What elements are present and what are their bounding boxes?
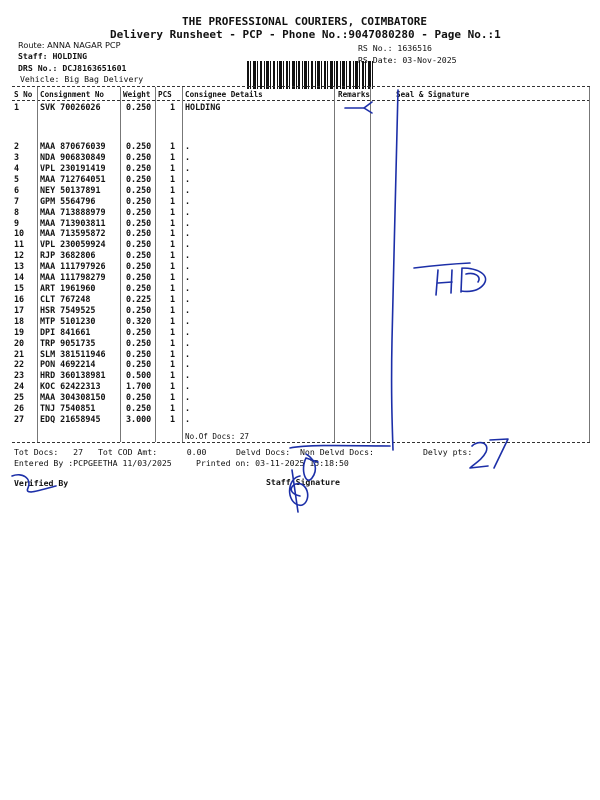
row-sno: 7	[14, 196, 20, 206]
row-pcs: 1	[170, 370, 176, 380]
row-pcs: 1	[170, 392, 176, 402]
row-sno: 4	[14, 163, 20, 173]
row-consignee-details: .	[185, 207, 191, 217]
row-consignment-no: MAA 870676039	[40, 141, 106, 151]
row-weight: 0.250	[126, 141, 152, 151]
tot-docs: Tot Docs: 27	[14, 447, 84, 457]
row-sno: 10	[14, 228, 25, 238]
row-sno: 27	[14, 414, 25, 424]
row-sno: 5	[14, 174, 20, 184]
row-pcs: 1	[170, 141, 176, 151]
row-consignee-details: .	[185, 228, 191, 238]
entered-by: Entered By :PCPGEETHA 11/03/2025	[14, 458, 172, 468]
row-consignee-details: .	[185, 370, 191, 380]
row-consignment-no: PON 4692214	[40, 359, 96, 369]
row-pcs: 1	[170, 218, 176, 228]
row-sno: 13	[14, 261, 25, 271]
drs-number: DRS No.: DCJ8163651601	[18, 63, 127, 73]
row-sno: 23	[14, 370, 25, 380]
row-sno: 14	[14, 272, 25, 282]
row-consignee-details: HOLDING	[185, 102, 221, 112]
row-consignment-no: MAA 713595872	[40, 228, 106, 238]
row-weight: 1.700	[126, 381, 152, 391]
row-pcs: 1	[170, 152, 176, 162]
tot-cod-amt: Tot COD Amt: 0.00	[98, 447, 207, 457]
row-consignee-details: .	[185, 152, 191, 162]
row-consignee-details: .	[185, 218, 191, 228]
ink-arrow-mark	[364, 102, 372, 113]
row-consignee-details: .	[185, 338, 191, 348]
ink-vertical-line	[392, 90, 398, 450]
row-pcs: 1	[170, 261, 176, 271]
ink-underline	[290, 446, 390, 449]
row-pcs: 1	[170, 196, 176, 206]
row-sno: 11	[14, 239, 25, 249]
row-sno: 20	[14, 338, 25, 348]
row-weight: 0.250	[126, 152, 152, 162]
row-sno: 2	[14, 141, 20, 151]
row-consignee-details: .	[185, 250, 191, 260]
route-label: Route: ANNA NAGAR PCP	[18, 40, 121, 50]
row-consignment-no: MAA 713888979	[40, 207, 106, 217]
row-weight: 0.250	[126, 102, 152, 112]
ink-staff-signature	[290, 476, 308, 505]
row-pcs: 1	[170, 174, 176, 184]
row-sno: 24	[14, 381, 25, 391]
row-weight: 0.250	[126, 272, 152, 282]
row-pcs: 1	[170, 327, 176, 337]
row-consignment-no: MAA 713903811	[40, 218, 106, 228]
row-sno: 9	[14, 218, 20, 228]
row-consignment-no: HSR 7549525	[40, 305, 96, 315]
row-sno: 19	[14, 327, 25, 337]
col-remarks: Remarks	[338, 90, 371, 99]
row-weight: 0.250	[126, 250, 152, 260]
row-weight: 0.250	[126, 163, 152, 173]
row-pcs: 1	[170, 102, 176, 112]
row-consignment-no: TNJ 7540851	[40, 403, 96, 413]
row-consignment-no: SVK 70026026	[40, 102, 101, 112]
delvd-docs: Delvd Docs:	[236, 447, 291, 457]
row-sno: 22	[14, 359, 25, 369]
row-pcs: 1	[170, 403, 176, 413]
row-weight: 0.250	[126, 218, 152, 228]
non-delvd-docs: Non Delvd Docs:	[300, 447, 374, 457]
col-pcs: PCS	[158, 90, 172, 99]
row-pcs: 1	[170, 228, 176, 238]
printed-on: Printed on: 03-11-2025 15:18:50	[196, 458, 349, 468]
row-consignment-no: GPM 5564796	[40, 196, 96, 206]
row-pcs: 1	[170, 294, 176, 304]
row-consignment-no: HRD 360138981	[40, 370, 106, 380]
row-consignee-details: .	[185, 196, 191, 206]
rs-date: RS Date: 03-Nov-2025	[358, 55, 457, 65]
runsheet-title: Delivery Runsheet - PCP - Phone No.:9047080280 - Page No.:1	[110, 28, 501, 41]
row-consignment-no: MTP 5101230	[40, 316, 96, 326]
row-weight: 0.250	[126, 338, 152, 348]
delvy-pts: Delvy pts:	[423, 447, 473, 457]
row-consignee-details: .	[185, 272, 191, 282]
row-pcs: 1	[170, 359, 176, 369]
row-consignment-no: NDA 906830849	[40, 152, 106, 162]
row-pcs: 1	[170, 338, 176, 348]
row-pcs: 1	[170, 185, 176, 195]
row-sno: 16	[14, 294, 25, 304]
row-weight: 0.250	[126, 305, 152, 315]
row-pcs: 1	[170, 163, 176, 173]
col-weight: Weight	[123, 90, 151, 99]
row-pcs: 1	[170, 250, 176, 260]
ink-digit-2	[470, 443, 488, 468]
row-consignee-details: .	[185, 305, 191, 315]
row-sno: 17	[14, 305, 25, 315]
row-consignee-details: .	[185, 239, 191, 249]
ink-initial	[304, 454, 318, 480]
row-consignment-no: RJP 3682806	[40, 250, 96, 260]
row-consignee-details: .	[185, 414, 191, 424]
ink-digit-7	[490, 439, 508, 468]
row-sno: 21	[14, 349, 25, 359]
row-sno: 18	[14, 316, 25, 326]
row-sno: 3	[14, 152, 20, 162]
row-weight: 0.320	[126, 316, 152, 326]
row-consignment-no: CLT 767248	[40, 294, 91, 304]
row-weight: 0.250	[126, 239, 152, 249]
row-consignment-no: TRP 9051735	[40, 338, 96, 348]
rs-number: RS No.: 1636516	[358, 43, 432, 53]
row-weight: 0.250	[126, 207, 152, 217]
row-consignee-details: .	[185, 294, 191, 304]
col-consignment: Consignment No	[40, 90, 105, 99]
row-consignee-details: .	[185, 261, 191, 271]
row-consignee-details: .	[185, 163, 191, 173]
row-weight: 0.250	[126, 196, 152, 206]
row-weight: 0.250	[126, 228, 152, 238]
row-consignment-no: MAA 111797926	[40, 261, 106, 271]
row-sno: 1	[14, 102, 20, 112]
row-pcs: 1	[170, 239, 176, 249]
row-pcs: 1	[170, 349, 176, 359]
vehicle-label: Vehicle: Big Bag Delivery	[20, 74, 144, 84]
row-pcs: 1	[170, 316, 176, 326]
row-consignment-no: SLM 381511946	[40, 349, 106, 359]
row-sno: 26	[14, 403, 25, 413]
row-consignee-details: .	[185, 283, 191, 293]
row-weight: 3.000	[126, 414, 152, 424]
row-sno: 8	[14, 207, 20, 217]
row-consignee-details: .	[185, 316, 191, 326]
ink-hd-d	[461, 268, 486, 292]
row-consignment-no: KOC 62422313	[40, 381, 101, 391]
row-consignee-details: .	[185, 349, 191, 359]
row-consignee-details: .	[185, 141, 191, 151]
row-pcs: 1	[170, 283, 176, 293]
row-pcs: 1	[170, 381, 176, 391]
row-consignee-details: .	[185, 185, 191, 195]
row-weight: 0.250	[126, 392, 152, 402]
row-sno: 12	[14, 250, 25, 260]
row-weight: 0.250	[126, 185, 152, 195]
row-weight: 0.500	[126, 370, 152, 380]
ink-verified-signature	[12, 475, 56, 492]
col-seal-signature: Seal & Signature	[396, 90, 470, 99]
row-consignment-no: VPL 230059924	[40, 239, 106, 249]
row-consignee-details: .	[185, 327, 191, 337]
ink-hd-d-inner	[466, 273, 479, 282]
row-consignee-details: .	[185, 359, 191, 369]
row-weight: 0.250	[126, 283, 152, 293]
row-consignment-no: NEY 50137891	[40, 185, 101, 195]
ink-hd-top	[414, 263, 470, 268]
row-consignee-details: .	[185, 403, 191, 413]
row-consignee-details: .	[185, 381, 191, 391]
row-weight: 0.225	[126, 294, 152, 304]
row-pcs: 1	[170, 207, 176, 217]
company-name: THE PROFESSIONAL COURIERS, COIMBATORE	[182, 15, 428, 28]
row-consignment-no: MAA 111798279	[40, 272, 106, 282]
row-consignee-details: .	[185, 392, 191, 402]
staff-signature: Staff Signature	[266, 477, 340, 487]
row-consignment-no: DPI 841661	[40, 327, 91, 337]
row-sno: 15	[14, 283, 25, 293]
row-weight: 0.250	[126, 261, 152, 271]
row-consignment-no: EDQ 21658945	[40, 414, 101, 424]
row-pcs: 1	[170, 305, 176, 315]
row-sno: 25	[14, 392, 25, 402]
ink-hd-bar	[438, 282, 452, 283]
row-consignment-no: MAA 712764051	[40, 174, 106, 184]
no-of-docs: No.Of Docs: 27	[185, 432, 250, 441]
row-consignment-no: ART 1961960	[40, 283, 96, 293]
verified-by: Verified By	[14, 478, 69, 488]
row-pcs: 1	[170, 414, 176, 424]
row-weight: 0.250	[126, 349, 152, 359]
row-consignment-no: VPL 230191419	[40, 163, 106, 173]
row-weight: 0.250	[126, 327, 152, 337]
col-consignee: Consignee Details	[185, 90, 263, 99]
col-sno: S No	[14, 90, 33, 99]
row-consignee-details: .	[185, 174, 191, 184]
staff-label: Staff: HOLDING	[18, 51, 88, 61]
row-consignment-no: MAA 304308150	[40, 392, 106, 402]
row-weight: 0.250	[126, 359, 152, 369]
row-weight: 0.250	[126, 403, 152, 413]
row-sno: 6	[14, 185, 20, 195]
row-weight: 0.250	[126, 174, 152, 184]
row-pcs: 1	[170, 272, 176, 282]
